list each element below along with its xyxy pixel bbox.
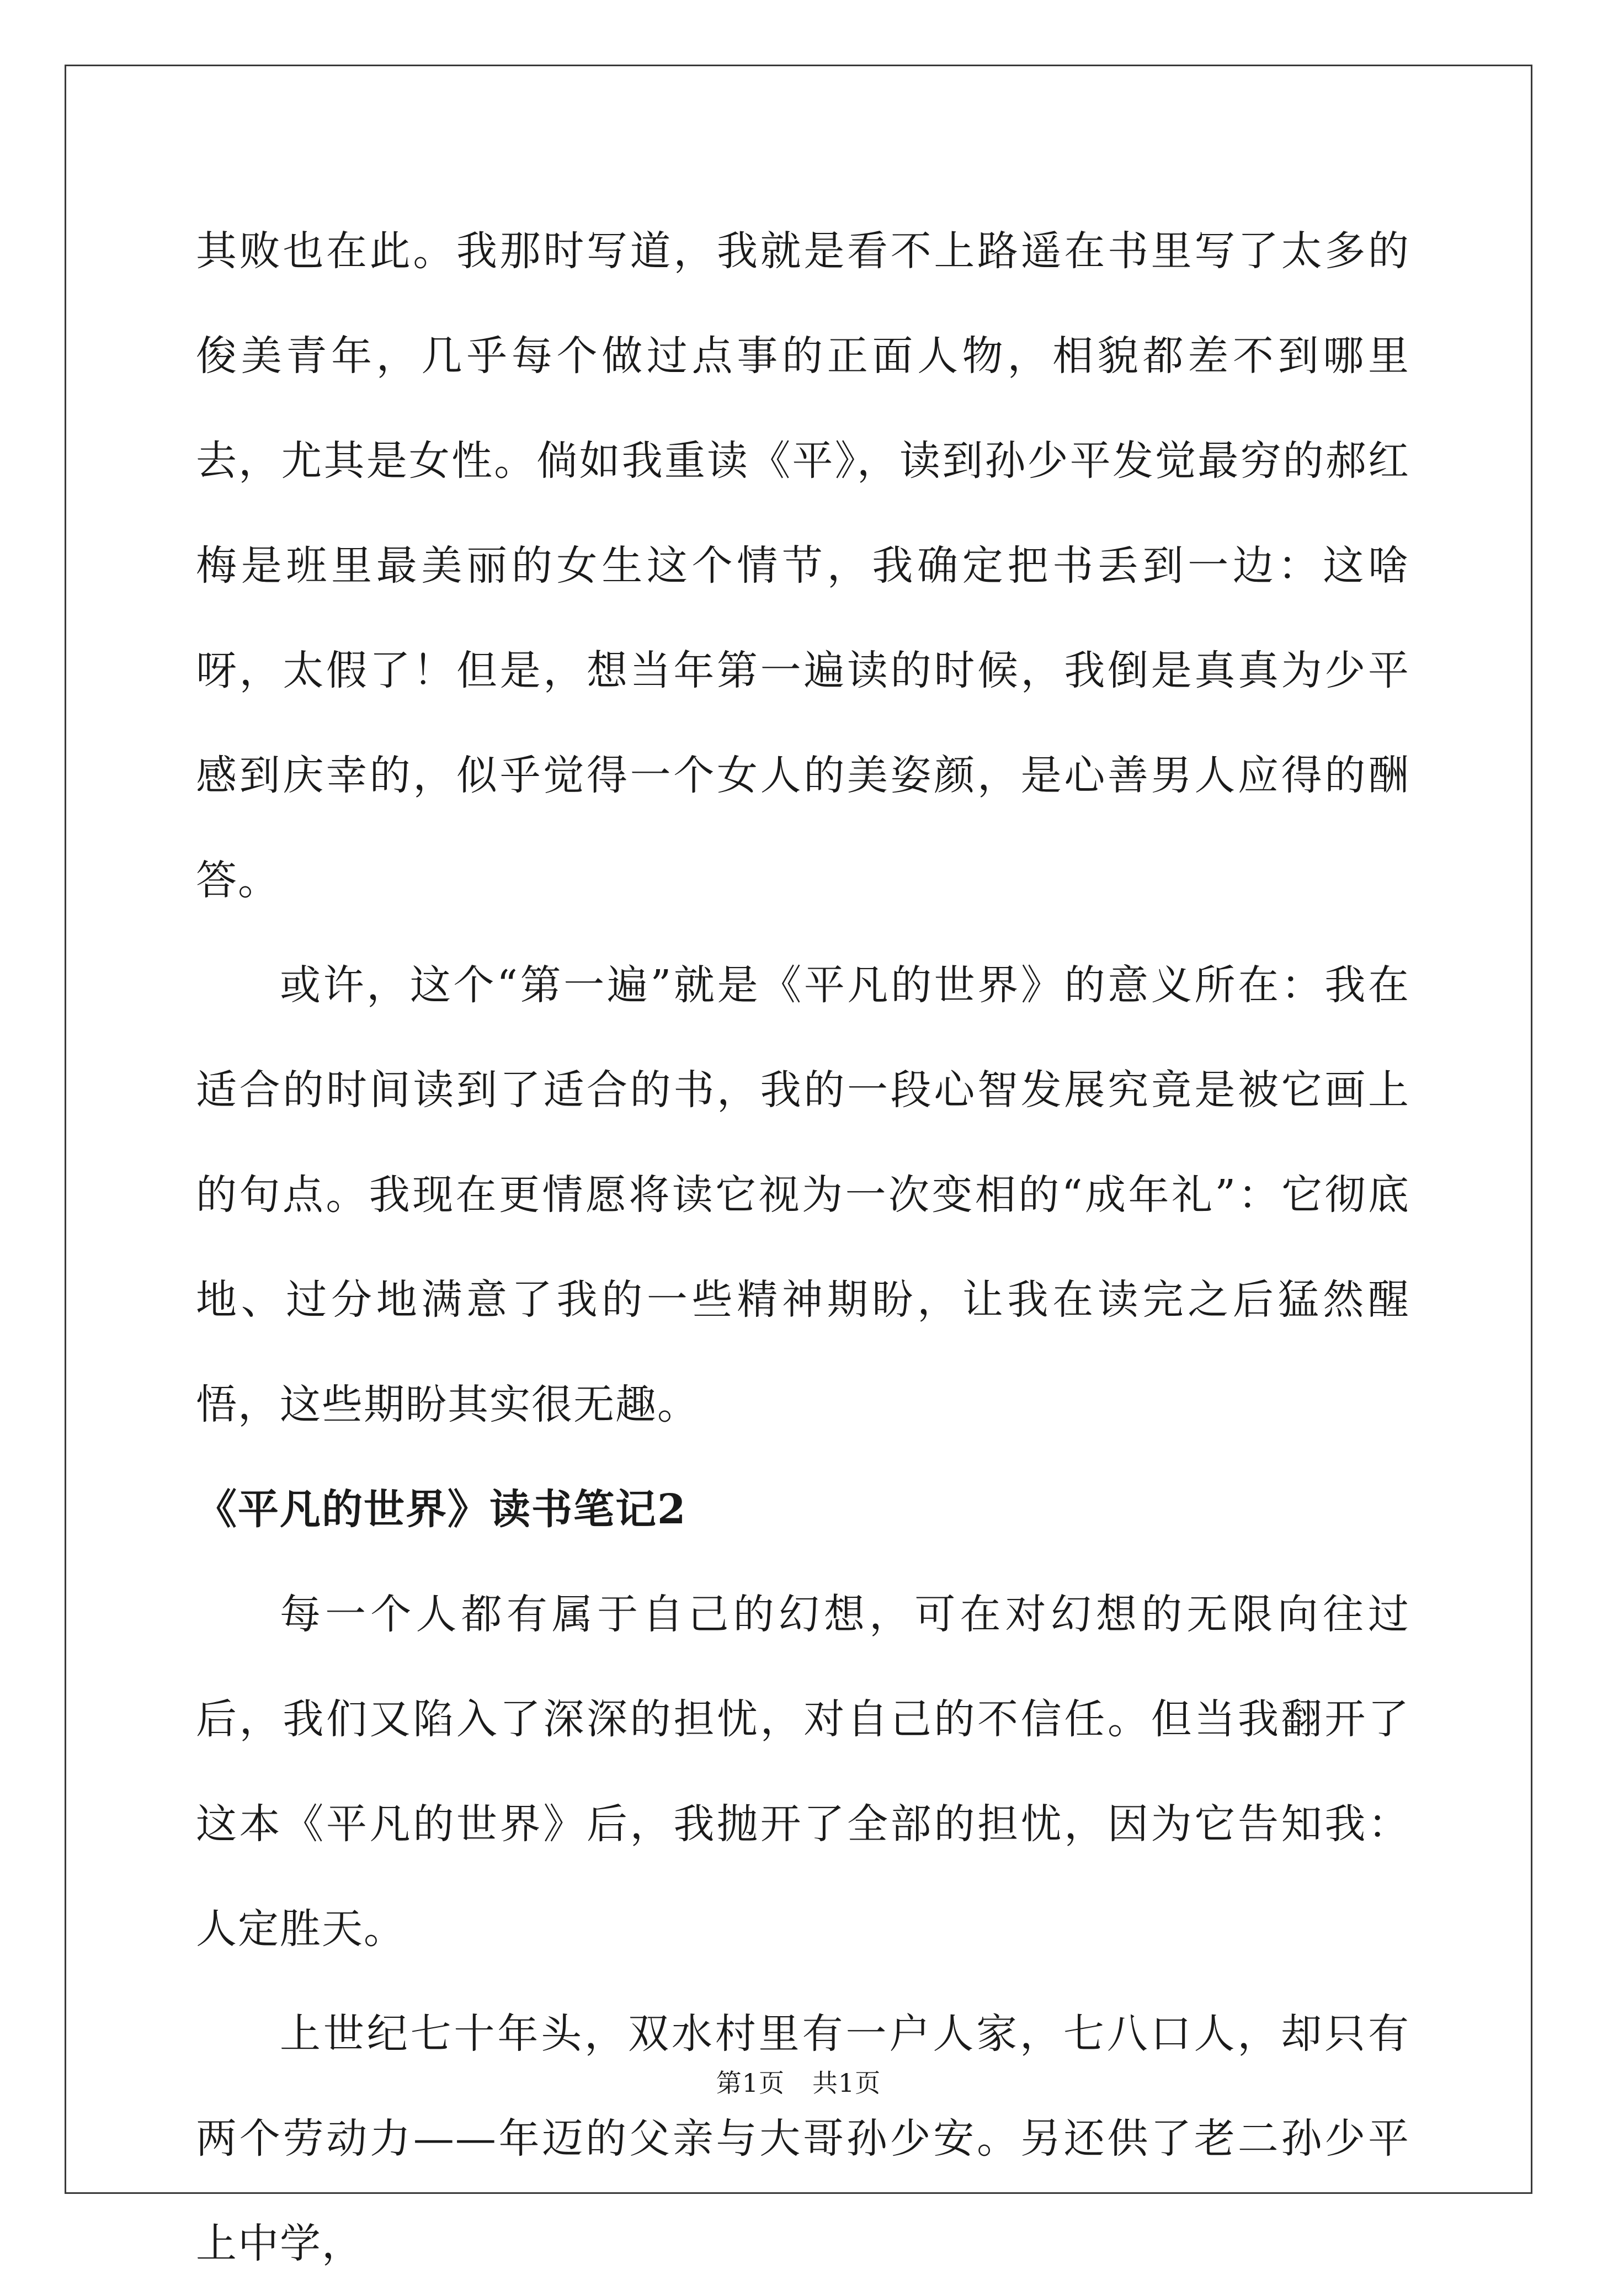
paragraph-4: 上世纪七十年头，双水村里有一户人家，七八口人，却只有两个劳动力——年迈的父亲与大哥孙少安。另还供了老二孙少平上中学， (196, 2010, 1410, 2267)
paragraph-3: 每一个人都有属于自己的幻想，可在对幻想的无限向往过后，我们又陷入了深深的担忧，对自己的不信任。但当我翻开了这本《平凡的世界》后，我抛开了全部的担忧，因为它告知我：人定胜天。 (196, 1591, 1410, 1953)
document-body (196, 199, 1410, 2296)
page-number: 第1页 (716, 2068, 785, 2098)
section-heading: 《平凡的世界》读书笔记2 (196, 1486, 687, 1533)
paragraph-1: 其败也在此。我那时写道，我就是看不上路遥在书里写了太多的俊美青年，几乎每个做过点事的正面人物，相貌都差不到哪里去，尤其是女性。倘如我重读《平》，读到孙少平发觉最穷的郝红梅是班里最美丽的女生这个情节，我确定把书丢到一边：这啥呀，太假了！但是，想当年第一遍读的时候，我倒是真真为少平感到庆幸的，似乎觉得一个女人的美姿颜，是心善男人应得的酬答。 (196, 227, 1410, 904)
page-footer (0, 2063, 1597, 2100)
page-total: 共1页 (812, 2068, 881, 2098)
paragraph-2: 或许，这个“第一遍”就是《平凡的世界》的意义所在：我在适合的时间读到了适合的书，我的一段心智发展究竟是被它画上的句点。我现在更情愿将读它视为一次变相的“成年礼”：它彻底地、过分地满意了我的一些精神期盼，让我在读完之后猛然醒悟，这些期盼其实很无趣。 (196, 961, 1410, 1428)
